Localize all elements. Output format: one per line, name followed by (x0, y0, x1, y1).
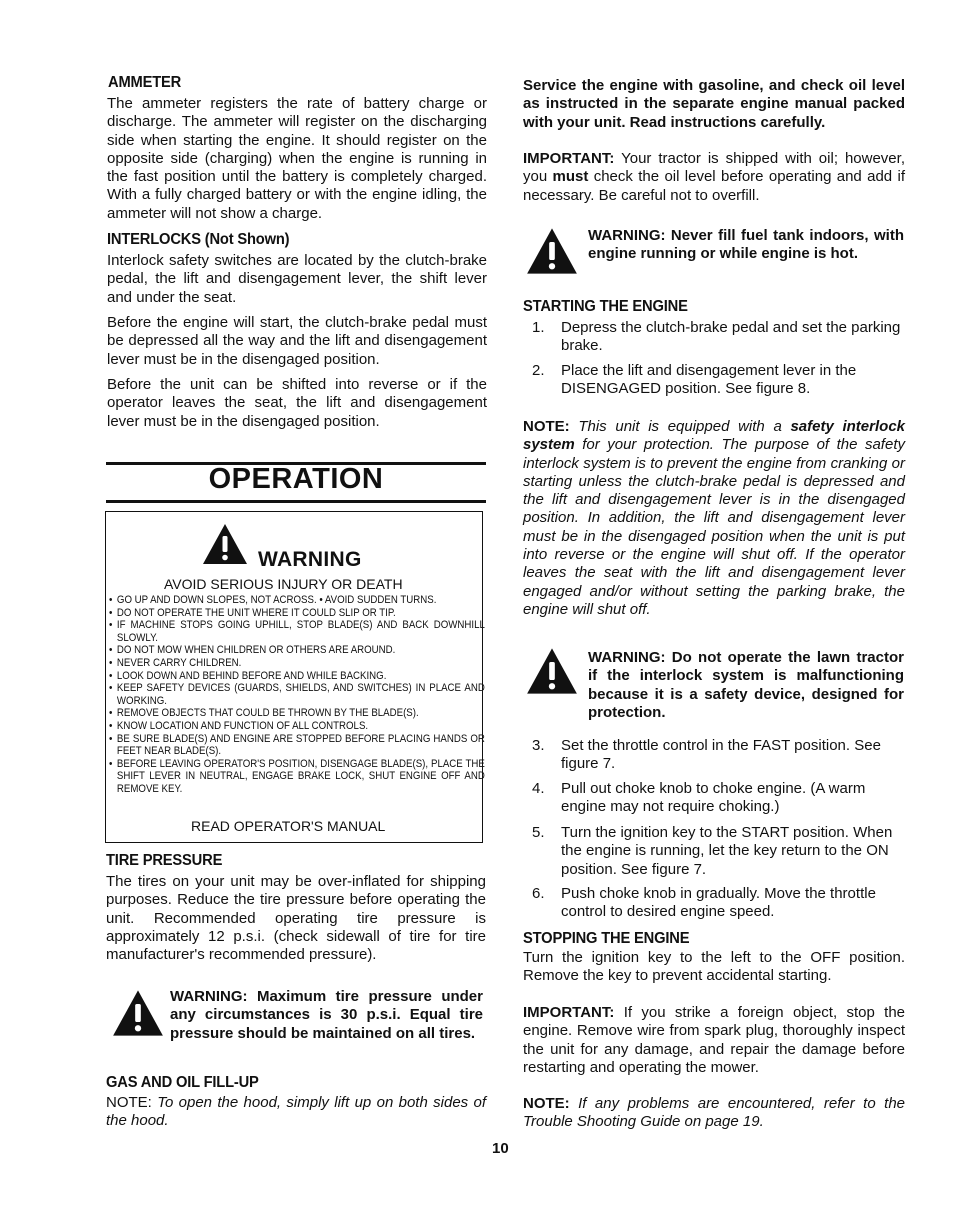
warning-item: • GO UP AND DOWN SLOPES, NOT ACROSS. • AVOID SUDDEN TURNS. (109, 594, 485, 607)
warning-item: • KEEP SAFETY DEVICES (GUARDS, SHIELDS, AND SWITCHES) IN PLACE AND WORKING. (109, 682, 485, 707)
note-label: NOTE: (106, 1094, 152, 1111)
step-text: Set the throttle control in the FAST position. See figure 7. (561, 737, 881, 773)
warning-item: • KNOW LOCATION AND FUNCTION OF ALL CONTROLS. (109, 720, 485, 733)
important-post: check the oil level before operating and add if necessary. Be careful not to overfill. (523, 168, 905, 204)
step-3 (532, 737, 912, 777)
warning-box-subtitle: AVOID SERIOUS INJURY OR DEATH (164, 576, 403, 592)
warning-item: • BE SURE BLADE(S) AND ENGINE ARE STOPPED BEFORE PLACING HANDS OR FEET NEAR BLADE(S). (109, 733, 485, 758)
tire-pressure-warning: WARNING: Maximum tire pressure under any circumstances is 30 p.s.i. Equal tire pressure should be maintained on all tires. (170, 988, 483, 1042)
warning-item: • DO NOT MOW WHEN CHILDREN OR OTHERS ARE AROUND. (109, 644, 485, 657)
step-number: 6. (532, 885, 545, 902)
gas-oil-note (106, 1094, 486, 1131)
stopping-engine-text: Turn the ignition key to the left to the OFF position. Remove the key to prevent accidental starting. (523, 949, 905, 985)
warning-box-title: WARNING (258, 548, 362, 571)
trouble-shooting-note (523, 1095, 905, 1132)
tire-pressure-text: The tires on your unit may be over-inflated for shipping purposes. Reduce the tire pressure before operating the unit. Recommended operating tire pressure is approximately 12 p.s.i. (check sidewall of tire for tire manufacturer's recommended pressure). (106, 873, 486, 964)
warning-item: • LOOK DOWN AND BEHIND BEFORE AND WHILE BACKING. (109, 670, 485, 683)
warning-item: • NEVER CARRY CHILDREN. (109, 657, 485, 670)
step-number: 3. (532, 737, 545, 754)
note-label: NOTE: (523, 418, 570, 435)
safety-warning-box (105, 511, 483, 843)
page-number: 10 (492, 1140, 509, 1157)
note-text: If any problems are encountered, refer to the Trouble Shooting Guide on page 19. (523, 1095, 905, 1131)
ammeter-heading: AMMETER (108, 74, 182, 91)
fuel-warning: WARNING: Never fill fuel tank indoors, with engine running or while engine is hot. (588, 227, 904, 263)
step-text: Place the lift and disengagement lever in the DISENGAGED position. See figure 8. (561, 362, 857, 398)
tire-pressure-heading: TIRE PRESSURE (106, 852, 223, 869)
step-text: Push choke knob in gradually. Move the throttle control to desired engine speed. (561, 885, 876, 921)
step-5 (532, 824, 912, 882)
warning-triangle-icon (202, 522, 248, 566)
warning-item: • DO NOT OPERATE THE UNIT WHERE IT COULD SLIP OR TIP. (109, 607, 485, 620)
warning-triangle-icon (112, 988, 164, 1038)
interlocks-heading: INTERLOCKS (Not Shown) (107, 231, 290, 248)
note-pre: This unit is equipped with a (578, 418, 782, 435)
stopping-engine-heading: STOPPING THE ENGINE (523, 930, 690, 947)
step-number: 2. (532, 362, 545, 379)
interlock-warning: WARNING: Do not operate the lawn tractor if the interlock system is malfunctioning because it is a safety device, designed for protection. (588, 649, 904, 721)
step-text: Turn the ignition key to the START position. When the engine is running, let the key return to the ON position. See figure 7. (561, 824, 893, 878)
operation-title: OPERATION (208, 463, 384, 495)
interlocks-paragraph-3: Before the unit can be shifted into reverse or if the operator leaves the seat, the lift and disengagement lever must be in the disengaged position. (107, 376, 487, 430)
step-number: 5. (532, 824, 545, 841)
important-text: If you strike a foreign object, stop the engine. Remove wire from spark plug, thoroughly inspect the unit for any damage, and repair the damage before restarting and operating the mower. (523, 1004, 906, 1076)
step-text: Depress the clutch-brake pedal and set the parking brake. (561, 319, 901, 355)
interlocks-paragraph-2: Before the engine will start, the clutch-brake pedal must be depressed all the way and the lift and disengagement lever must be in the disengaged position. (107, 314, 487, 368)
important-pre: Your tractor is shipped with oil; however, you (523, 150, 905, 186)
important-label: IMPORTANT: (523, 1004, 615, 1021)
step-2 (532, 362, 912, 402)
service-engine-text: Service the engine with gasoline, and check oil level as instructed in the separate engine manual packed with your unit. Read instructions carefully. (523, 77, 905, 131)
gas-oil-heading: GAS AND OIL FILL-UP (106, 1074, 259, 1091)
warning-triangle-icon (526, 226, 578, 276)
warning-item: • BEFORE LEAVING OPERATOR'S POSITION, DISENGAGE BLADE(S), PLACE THE SHIFT LEVER IN NEUTRAL, ENGAGE BRAKE LOCK, SHUT ENGINE OFF AND REMOVE KEY. (109, 758, 485, 796)
interlocks-paragraph-1: Interlock safety switches are located by the clutch-brake pedal, the lift and disengagement lever, the shift lever and under the seat. (107, 252, 487, 306)
step-1 (532, 319, 912, 359)
step-6 (532, 885, 912, 925)
warning-triangle-icon (526, 646, 578, 696)
warning-item: • IF MACHINE STOPS GOING UPHILL, STOP BLADE(S) AND BACK DOWNHILL SLOWLY. (109, 619, 485, 644)
step-number: 1. (532, 319, 545, 336)
step-text: Pull out choke knob to choke engine. (A warm engine may not require choking.) (561, 780, 866, 816)
note-text: To open the hood, simply lift up on both sides of the hood. (106, 1094, 487, 1130)
important-oil-text (523, 150, 905, 205)
important-label: IMPORTANT: (523, 150, 615, 167)
important-must: must (552, 168, 589, 186)
warning-item: • REMOVE OBJECTS THAT COULD BE THROWN BY THE BLADE(S). (109, 707, 485, 720)
important-foreign-object (523, 1004, 905, 1077)
ammeter-text: The ammeter registers the rate of battery charge or discharge. The ammeter will register on the discharging side when starting the engine. It should register on the opposite side (charging) when the engine is running in the fast position until the battery is completely charged. With a fully charged battery or with the engine idling, the ammeter will not show a charge. (107, 95, 487, 222)
note-label: NOTE: (523, 1095, 570, 1112)
step-number: 4. (532, 780, 545, 797)
note-bold: safety interlock system (523, 418, 905, 454)
operation-bottom-rule (106, 500, 486, 503)
warning-box-footer: READ OPERATOR'S MANUAL (191, 818, 386, 834)
safety-interlock-note (523, 418, 905, 619)
starting-engine-heading: STARTING THE ENGINE (523, 298, 688, 315)
warning-list (109, 594, 485, 796)
note-post: for your protection. The purpose of the safety interlock system is to prevent the engine from cranking or starting unless the clutch-brake pedal is depressed and the lift and disengagement lever is in the disengaged position. In addition, the lift and disengagement lever must be in the disengaged position when the unit is put into reverse or the engine will shut off. If the operator leaves the seat with the lift and disengagement lever engaged and/or without setting the parking brake, the engine will shut off. (523, 436, 905, 618)
step-4 (532, 780, 912, 820)
